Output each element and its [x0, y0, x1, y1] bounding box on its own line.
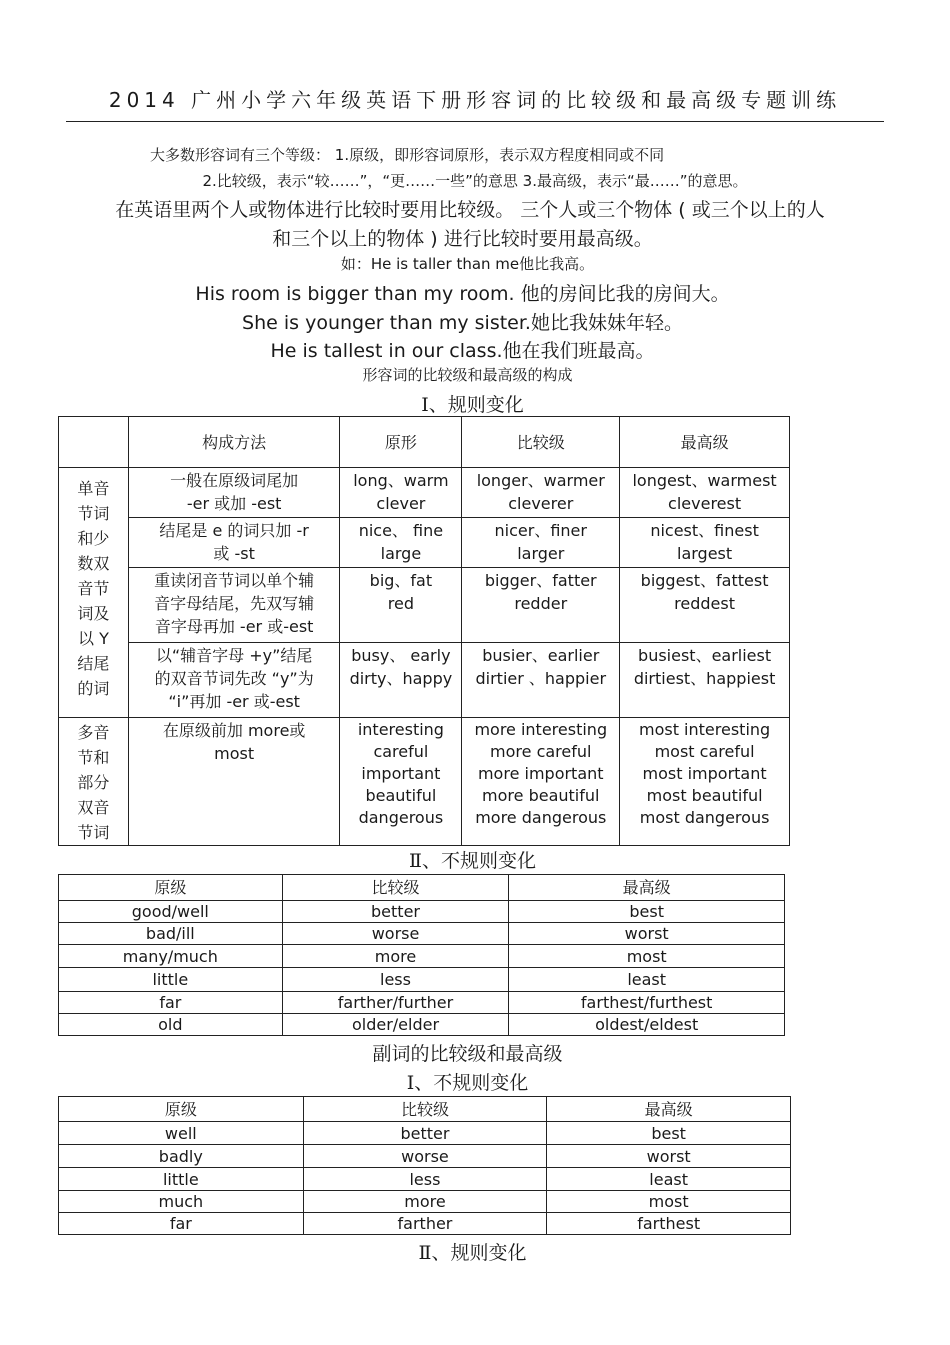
method-cell: 在原级前加 more或 most: [128, 718, 340, 846]
comparative-cell: more interesting more careful more important more beautiful more dangerous: [462, 718, 620, 846]
comparative-cell: longer、warmer cleverer: [462, 468, 620, 518]
header-superlative: 最高级: [547, 1097, 791, 1122]
method-cell: 以“辅音字母 +y”结尾 的双音节词先改 “y”为 “i”再加 -er 或-est: [128, 643, 340, 718]
table-row: [59, 1145, 791, 1168]
header-method: 构成方法: [128, 417, 340, 468]
table-row: [59, 945, 785, 968]
base-cell: badly: [59, 1145, 304, 1168]
comparative-cell: farther/further: [282, 992, 509, 1014]
table-row: [59, 968, 785, 992]
regular-change-title: Ⅰ、规则变化: [421, 394, 524, 416]
base-cell: little: [59, 1168, 304, 1191]
header-comparative: 比较级: [303, 1097, 547, 1122]
base-cell: well: [59, 1122, 304, 1145]
comparative-cell: more: [282, 945, 509, 968]
comparative-cell: better: [303, 1122, 547, 1145]
superlative-cell: least: [547, 1168, 791, 1191]
base-cell: much: [59, 1191, 304, 1213]
irregular-change-title: Ⅱ、不规则变化: [409, 850, 536, 872]
header-base: 原级: [59, 1097, 304, 1122]
header-superlative: 最高级: [620, 417, 790, 468]
adverb-section-title: 副词的比较级和最高级: [372, 1043, 563, 1065]
base-cell: nice、 fine large: [340, 518, 462, 568]
superlative-cell: most: [547, 1191, 791, 1213]
comparative-cell: nicer、finer larger: [462, 518, 620, 568]
adj-section-title: 形容词的比较级和最高级的构成: [362, 366, 573, 384]
comparative-cell: less: [282, 968, 509, 992]
header-base: 原级: [59, 875, 283, 901]
header-superlative: 最高级: [509, 875, 785, 901]
example-label: 如：He is taller than me他比我高。: [340, 255, 595, 273]
superlative-cell: most: [509, 945, 785, 968]
base-cell: many/much: [59, 945, 283, 968]
method-cell: 一般在原级词尾加 -er 或加 -est: [128, 468, 340, 518]
comparative-cell: busier、earlier dirtier 、happier: [462, 643, 620, 718]
superlative-cell: best: [547, 1122, 791, 1145]
base-cell: busy、 early dirty、happy: [340, 643, 462, 718]
header-base: 原形: [340, 417, 462, 468]
group-label-2: 多音 节和 部分 双音 节词: [59, 718, 129, 846]
base-cell: far: [59, 992, 283, 1014]
comparative-cell: older/elder: [282, 1014, 509, 1036]
base-cell: interesting careful important beautiful dangerous: [340, 718, 462, 846]
intro-line-2: 2.比较级，表示“较……”，“更……一些”的意思 3.最高级，表示“最……”的意思。: [202, 172, 748, 190]
intro-line-3: 在英语里两个人或物体进行比较时要用比较级。 三个人或三个物体 ( 或三个以上的人: [115, 199, 825, 221]
table-row: [59, 923, 785, 945]
superlative-cell: most interesting most careful most important most beautiful most dangerous: [620, 718, 790, 846]
superlative-cell: worst: [509, 923, 785, 945]
comparative-cell: worse: [282, 923, 509, 945]
adverb-irregular-table: [58, 1096, 791, 1235]
superlative-cell: busiest、earliest dirtiest、happiest: [620, 643, 790, 718]
title-underline: [66, 121, 884, 122]
table-row: [59, 1014, 785, 1036]
example-3: He is tallest in our class.他在我们班最高。: [270, 340, 655, 362]
base-cell: little: [59, 968, 283, 992]
table-row: [59, 643, 790, 718]
table-row: [59, 718, 790, 846]
superlative-cell: best: [509, 901, 785, 923]
table-header-row: [59, 1097, 791, 1122]
document-title: 2014 广州小学六年级英语下册形容词的比较级和最高级专题训练: [108, 88, 842, 112]
irregular-adjective-table: [58, 874, 785, 1036]
superlative-cell: longest、warmest cleverest: [620, 468, 790, 518]
adverb-irregular-title: Ⅰ、不规则变化: [406, 1072, 529, 1094]
superlative-cell: nicest、finest largest: [620, 518, 790, 568]
table-row: [59, 1213, 791, 1235]
intro-line-1: 大多数形容词有三个等级： 1.原级，即形容词原形，表示双方程度相同或不同: [150, 146, 665, 164]
regular-change-table: [58, 416, 790, 846]
table-row: [59, 1191, 791, 1213]
superlative-cell: farthest/furthest: [509, 992, 785, 1014]
example-1: His room is bigger than my room. 他的房间比我的房间大。: [195, 283, 730, 305]
table-row: [59, 568, 790, 643]
base-cell: good/well: [59, 901, 283, 923]
method-cell: 结尾是 e 的词只加 -r 或 -st: [128, 518, 340, 568]
example-2: She is younger than my sister.她比我妹妹年轻。: [242, 312, 683, 334]
base-cell: old: [59, 1014, 283, 1036]
table-header-row: [59, 875, 785, 901]
table-row: [59, 468, 790, 518]
comparative-cell: less: [303, 1168, 547, 1191]
method-cell: 重读闭音节词以单个辅 音字母结尾，先双写辅 音字母再加 -er 或-est: [128, 568, 340, 643]
base-cell: bad/ill: [59, 923, 283, 945]
base-cell: far: [59, 1213, 304, 1235]
table-row: [59, 901, 785, 923]
table-row: [59, 1168, 791, 1191]
superlative-cell: biggest、fattest reddest: [620, 568, 790, 643]
table-row: [59, 518, 790, 568]
superlative-cell: farthest: [547, 1213, 791, 1235]
header-empty: [59, 417, 129, 468]
comparative-cell: farther: [303, 1213, 547, 1235]
intro-line-4: 和三个以上的物体 ) 进行比较时要用最高级。: [272, 228, 653, 250]
table-row: [59, 1122, 791, 1145]
header-comparative: 比较级: [462, 417, 620, 468]
superlative-cell: oldest/eldest: [509, 1014, 785, 1036]
group-label-1: 单音 节词 和少 数双 音节 词及 以 Y 结尾 的词: [59, 468, 129, 718]
superlative-cell: least: [509, 968, 785, 992]
comparative-cell: more: [303, 1191, 547, 1213]
header-comparative: 比较级: [282, 875, 509, 901]
comparative-cell: worse: [303, 1145, 547, 1168]
base-cell: long、warm clever: [340, 468, 462, 518]
table-header-row: [59, 417, 790, 468]
adverb-regular-title: Ⅱ、规则变化: [418, 1242, 527, 1264]
table-row: [59, 992, 785, 1014]
superlative-cell: worst: [547, 1145, 791, 1168]
comparative-cell: bigger、fatter redder: [462, 568, 620, 643]
comparative-cell: better: [282, 901, 509, 923]
base-cell: big、fat red: [340, 568, 462, 643]
